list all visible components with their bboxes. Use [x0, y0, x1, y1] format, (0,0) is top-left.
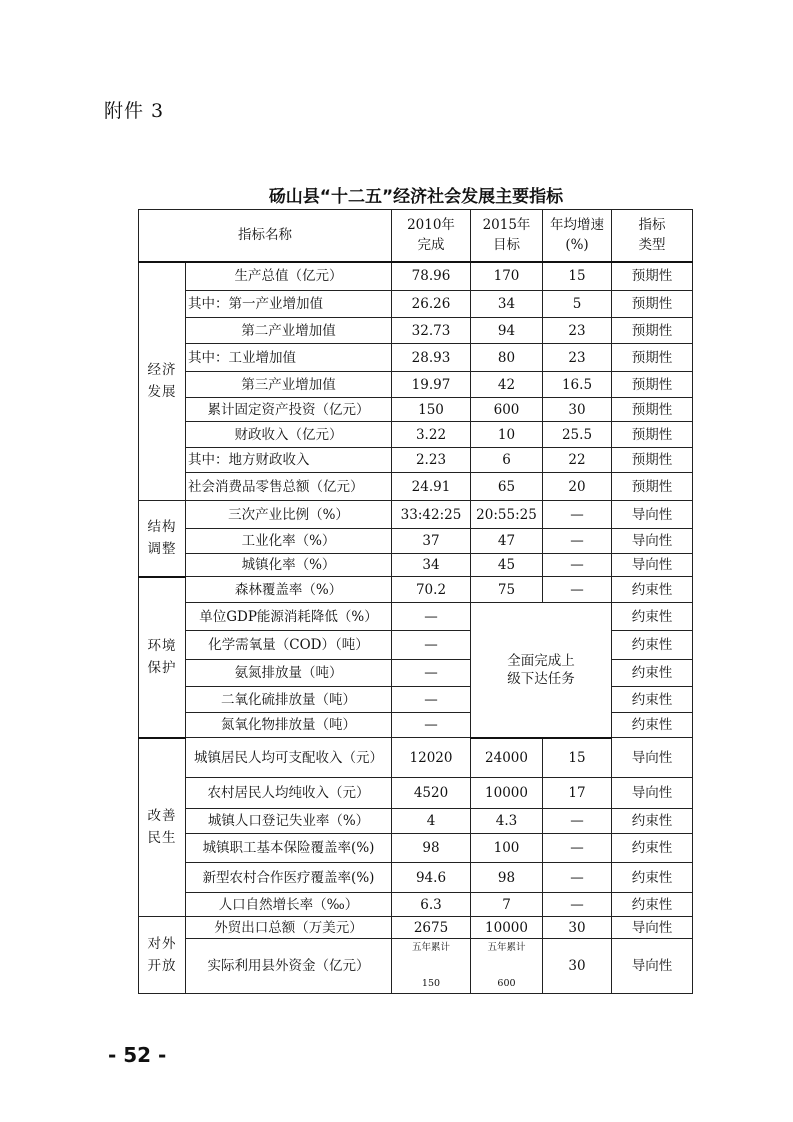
- row-2015: 34: [471, 291, 543, 318]
- page-number: - 52 -: [108, 1043, 167, 1067]
- row-2010: 32.73: [392, 318, 471, 344]
- row-name: 城镇人口登记失业率（%）: [186, 809, 392, 834]
- row-2015: 75: [471, 577, 543, 603]
- row-type: 预期性: [612, 318, 693, 344]
- row-2015: 65: [471, 473, 543, 501]
- row-2015: 600: [471, 398, 543, 422]
- row-type: 导向性: [612, 554, 693, 577]
- header-2010: 2010年 完成: [392, 210, 471, 262]
- row-name: 其中：工业增加值: [186, 344, 392, 372]
- row-2015: 42: [471, 372, 543, 398]
- category-opening: 对外 开放: [139, 917, 186, 994]
- row-name: 其中：地方财政收入: [186, 448, 392, 473]
- row-2010: —: [392, 660, 471, 687]
- row-type: 预期性: [612, 291, 693, 318]
- row-type: 预期性: [612, 262, 693, 291]
- row-2015: 五年累计 600: [471, 939, 543, 994]
- row-type: 约束性: [612, 687, 693, 713]
- row-name: 氨氮排放量（吨）: [186, 660, 392, 687]
- row-2015: 10000: [471, 917, 543, 939]
- row-2010: 6.3: [392, 893, 471, 917]
- table-row: [139, 603, 693, 631]
- row-growth: 30: [543, 398, 612, 422]
- row-type: 约束性: [612, 713, 693, 738]
- row-growth: 20: [543, 473, 612, 501]
- row-growth: —: [543, 834, 612, 863]
- row-growth: 25.5: [543, 422, 612, 448]
- row-2015: 45: [471, 554, 543, 577]
- row-type: 预期性: [612, 344, 693, 372]
- row-2010: —: [392, 631, 471, 660]
- row-type: 预期性: [612, 448, 693, 473]
- table-row: [139, 738, 693, 778]
- row-2015: 94: [471, 318, 543, 344]
- table-header-row: [139, 210, 693, 262]
- row-2010: —: [392, 603, 471, 631]
- row-2015: 10: [471, 422, 543, 448]
- row-2015: 170: [471, 262, 543, 291]
- row-type: 预期性: [612, 372, 693, 398]
- category-livelihood: 改善 民生: [139, 738, 186, 917]
- row-type: 导向性: [612, 917, 693, 939]
- row-2010: 34: [392, 554, 471, 577]
- row-type: 约束性: [612, 893, 693, 917]
- row-2010: 26.26: [392, 291, 471, 318]
- row-name: 化学需氧量（COD）（吨）: [186, 631, 392, 660]
- row-growth: 23: [543, 318, 612, 344]
- table-row: [139, 372, 693, 398]
- row-type: 约束性: [612, 577, 693, 603]
- row-growth: —: [543, 529, 612, 554]
- row-name: 城镇职工基本保险覆盖率(%): [186, 834, 392, 863]
- row-2010: —: [392, 687, 471, 713]
- row-2010: 4520: [392, 778, 471, 809]
- row-2010: 150: [392, 398, 471, 422]
- row-name: 单位GDP能源消耗降低（%）: [186, 603, 392, 631]
- row-type: 预期性: [612, 473, 693, 501]
- category-environment: 环境 保护: [139, 577, 186, 738]
- row-type: 导向性: [612, 939, 693, 994]
- row-name: 农村居民人均纯收入（元）: [186, 778, 392, 809]
- row-2010: 12020: [392, 738, 471, 778]
- row-growth: 5: [543, 291, 612, 318]
- header-growth: 年均增速 (%): [543, 210, 612, 262]
- table-row: [139, 501, 693, 529]
- row-growth: 22: [543, 448, 612, 473]
- row-type: 导向性: [612, 778, 693, 809]
- row-name: 三次产业比例（%）: [186, 501, 392, 529]
- row-2015: 6: [471, 448, 543, 473]
- header-type: 指标 类型: [612, 210, 693, 262]
- table-row: [139, 939, 693, 994]
- header-indicator-name: 指标名称: [139, 210, 392, 262]
- table-title: 砀山县“十二五”经济社会发展主要指标: [268, 187, 564, 207]
- row-2010: 五年累计 150: [392, 939, 471, 994]
- row-name: 生产总值（亿元）: [186, 262, 392, 291]
- row-name: 新型农村合作医疗覆盖率(%): [186, 863, 392, 893]
- row-2010: 37: [392, 529, 471, 554]
- category-structure: 结构 调整: [139, 501, 186, 577]
- table-row: [139, 473, 693, 501]
- row-2010: 28.93: [392, 344, 471, 372]
- table-row: [139, 554, 693, 577]
- row-2010: 2675: [392, 917, 471, 939]
- table-row: [139, 893, 693, 917]
- row-name: 城镇化率（%）: [186, 554, 392, 577]
- row-2010: 4: [392, 809, 471, 834]
- row-2015: 98: [471, 863, 543, 893]
- row-name: 实际利用县外资金（亿元）: [186, 939, 392, 994]
- row-name: 人口自然增长率（‰）: [186, 893, 392, 917]
- row-2010: 24.91: [392, 473, 471, 501]
- table-row: [139, 291, 693, 318]
- row-growth: —: [543, 893, 612, 917]
- row-2015: 100: [471, 834, 543, 863]
- row-2015: 24000: [471, 738, 543, 778]
- row-name: 第三产业增加值: [186, 372, 392, 398]
- row-type: 导向性: [612, 738, 693, 778]
- row-type: 约束性: [612, 809, 693, 834]
- row-2010: 3.22: [392, 422, 471, 448]
- row-name: 外贸出口总额（万美元）: [186, 917, 392, 939]
- row-type: 导向性: [612, 501, 693, 529]
- row-growth: 15: [543, 262, 612, 291]
- row-type: 约束性: [612, 863, 693, 893]
- table-row: [139, 344, 693, 372]
- category-economy: 经济 发展: [139, 262, 186, 501]
- row-name: 二氧化硫排放量（吨）: [186, 687, 392, 713]
- row-growth: —: [543, 577, 612, 603]
- table-row: [139, 422, 693, 448]
- row-type: 约束性: [612, 834, 693, 863]
- row-type: 约束性: [612, 660, 693, 687]
- table-row: [139, 318, 693, 344]
- row-growth: 16.5: [543, 372, 612, 398]
- table-row: [139, 778, 693, 809]
- indicator-table: [138, 209, 693, 994]
- row-2010: 78.96: [392, 262, 471, 291]
- row-growth: 30: [543, 939, 612, 994]
- row-name: 森林覆盖率（%）: [186, 577, 392, 603]
- row-name: 氮氧化物排放量（吨）: [186, 713, 392, 738]
- row-2015: 47: [471, 529, 543, 554]
- row-growth: —: [543, 863, 612, 893]
- table-row: [139, 834, 693, 863]
- table-row: [139, 577, 693, 603]
- header-2015: 2015年 目标: [471, 210, 543, 262]
- row-name: 财政收入（亿元）: [186, 422, 392, 448]
- row-type: 预期性: [612, 422, 693, 448]
- row-growth: 30: [543, 917, 612, 939]
- table-row: [139, 917, 693, 939]
- row-type: 约束性: [612, 603, 693, 631]
- table-row: [139, 448, 693, 473]
- table-row: [139, 529, 693, 554]
- row-growth: —: [543, 501, 612, 529]
- row-2010: 2.23: [392, 448, 471, 473]
- table-row: [139, 809, 693, 834]
- row-growth: 15: [543, 738, 612, 778]
- row-2015: 7: [471, 893, 543, 917]
- row-2015: 4.3: [471, 809, 543, 834]
- row-name: 工业化率（%）: [186, 529, 392, 554]
- row-2010: 94.6: [392, 863, 471, 893]
- row-type: 约束性: [612, 631, 693, 660]
- env-merged-target: 全面完成上 级下达任务: [471, 603, 612, 738]
- row-2010: 70.2: [392, 577, 471, 603]
- annex-label: 附件 3: [104, 100, 165, 122]
- row-type: 导向性: [612, 529, 693, 554]
- row-name: 其中：第一产业增加值: [186, 291, 392, 318]
- row-2015: 80: [471, 344, 543, 372]
- row-2010: 33:42:25: [392, 501, 471, 529]
- row-2010: 98: [392, 834, 471, 863]
- row-name: 累计固定资产投资（亿元）: [186, 398, 392, 422]
- row-2015: 20:55:25: [471, 501, 543, 529]
- row-name: 社会消费品零售总额（亿元）: [186, 473, 392, 501]
- table-row: [139, 262, 693, 291]
- row-growth: 17: [543, 778, 612, 809]
- row-type: 预期性: [612, 398, 693, 422]
- row-growth: —: [543, 554, 612, 577]
- row-name: 第二产业增加值: [186, 318, 392, 344]
- table-row: [139, 398, 693, 422]
- row-2010: 19.97: [392, 372, 471, 398]
- row-growth: 23: [543, 344, 612, 372]
- row-2010: —: [392, 713, 471, 738]
- row-name: 城镇居民人均可支配收入（元）: [186, 738, 392, 778]
- table-row: [139, 863, 693, 893]
- row-2015: 10000: [471, 778, 543, 809]
- row-growth: —: [543, 809, 612, 834]
